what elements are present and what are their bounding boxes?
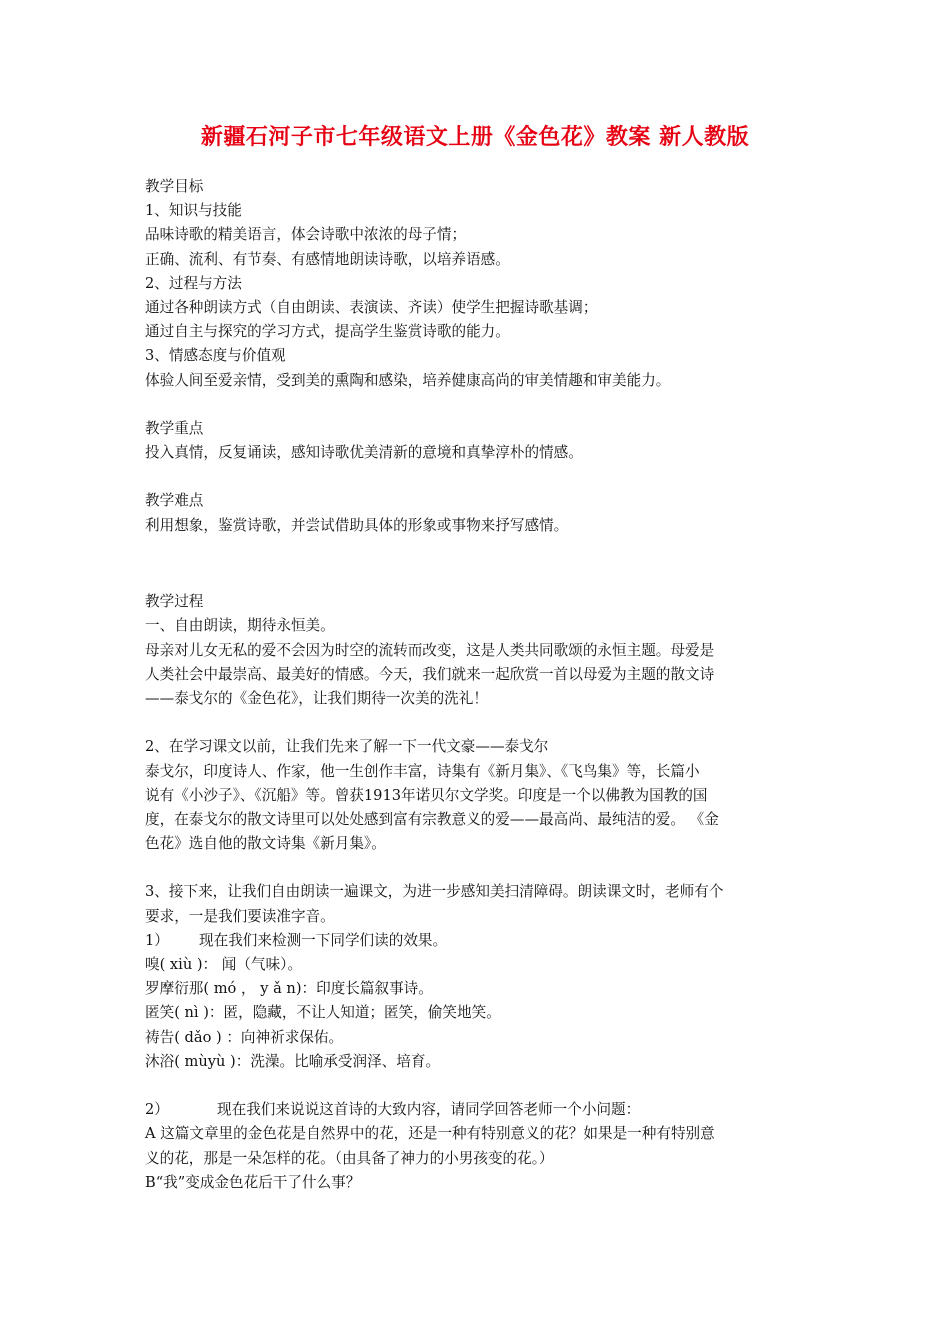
vocab-item-1: 嗅( xiù )： 闻（气味）。 [145, 956, 303, 974]
question-2-number: 2） [145, 1101, 169, 1119]
process-step-1-para-line-2: 人类社会中最崇高、最美好的情感。今天，我们就来一起欣赏一首以母爱为主题的散文诗 [145, 665, 715, 683]
question-b: B“我”变成金色花后干了什么事？ [145, 1173, 361, 1191]
spacer [145, 856, 810, 880]
difficulties-text: 利用想象，鉴赏诗歌，并尝试借助具体的形象或事物来抒写感情。 [145, 516, 569, 534]
question-a-line-1: A 这篇文章里的金色花是自然界中的花，还是一种有特别意义的花？如果是一种有特别意 [145, 1125, 715, 1143]
vocab-item-2: 罗摩衍那( mó ， y ǎ n)：印度长篇叙事诗。 [145, 980, 433, 998]
question-1-number: 1） [145, 931, 169, 949]
key-points-heading: 教学重点 [145, 419, 204, 437]
question-2 [145, 1098, 810, 1122]
process-step-1: 一、自由朗读，期待永恒美。 [145, 617, 335, 635]
question-a-line-2: 义的花，那是一朵怎样的花。（由具备了神力的小男孩变的花。） [145, 1149, 554, 1167]
spacer [145, 1074, 810, 1098]
process-step-3-line-1: 3、接下来，让我们自由朗读一遍课文，为进一步感知美扫清障碍。朗读课文时，老师有个 [145, 883, 724, 901]
spacer [145, 465, 810, 489]
process-step-1-para-line-3: ——泰戈尔的《金色花》，让我们期待一次美的洗礼！ [145, 689, 488, 707]
spacer [145, 538, 810, 586]
objective-2-line-2: 通过自主与探究的学习方式，提高学生鉴赏诗歌的能力。 [145, 323, 510, 341]
objective-2-line-1: 通过各种朗读方式（自由朗读、表演读、齐读）使学生把握诗歌基调； [145, 298, 598, 316]
key-points-text: 投入真情，反复诵读，感知诗歌优美清新的意境和真挚淳朴的情感。 [145, 444, 583, 462]
question-1-text: 现在我们来检测一下同学们读的效果。 [199, 931, 448, 949]
objective-1-line-2: 正确、流利、有节奏、有感情地朗读诗歌，以培养语感。 [145, 250, 510, 268]
objectives-heading: 教学目标 [145, 178, 204, 195]
process-step-2-para-line-2: 说有《小沙子》、《沉船》等。曾获1913年诺贝尔文学奖。印度是一个以佛教为国教的国 [145, 786, 708, 804]
question-1 [145, 929, 810, 953]
process-step-2-para-line-1: 泰戈尔，印度诗人、作家，他一生创作丰富，诗集有《新月集》、《飞鸟集》等，长篇小 [145, 762, 700, 780]
spacer [145, 711, 810, 735]
process-step-1-para-line-1: 母亲对儿女无私的爱不会因为时空的流转而改变，这是人类共同歌颂的永恒主题。母爱是 [145, 641, 715, 659]
vocab-item-3: 匿笑( nì )：匿，隐藏，不让人知道；匿笑，偷笑地笑。 [145, 1004, 501, 1022]
question-2-text: 现在我们来说说这首诗的大致内容，请同学回答老师一个小问题： [217, 1101, 641, 1119]
objective-3-heading: 3、情感态度与价值观 [145, 347, 286, 365]
document-title: 新疆石河子市七年级语文上册《金色花》教案 新人教版 [200, 124, 750, 150]
document-body [145, 175, 810, 1195]
process-heading: 教学过程 [145, 593, 204, 611]
spacer [145, 393, 810, 417]
vocab-item-5: 沐浴( mùyù )：洗澡。比喻承受润泽、培育。 [145, 1052, 441, 1070]
process-step-2-para-line-4: 色花》选自他的散文诗集《新月集》。 [145, 835, 386, 853]
objective-2-heading: 2、过程与方法 [145, 274, 242, 292]
process-step-3-line-2: 要求，一是我们要读准字音。 [145, 907, 335, 925]
process-step-2-para-line-3: 度，在泰戈尔的散文诗里可以处处感到富有宗教意义的爱——最高尚、最纯洁的爱。 《金 [145, 810, 719, 828]
vocab-item-4: 祷告( dǎo ) ：向神祈求保佑。 [145, 1028, 344, 1046]
difficulties-heading: 教学难点 [145, 492, 204, 510]
process-step-2: 2、在学习课文以前，让我们先来了解一下一代文豪——泰戈尔 [145, 738, 549, 756]
objective-1-line-1: 品味诗歌的精美语言，体会诗歌中浓浓的母子情； [145, 226, 467, 244]
objective-3-line-1: 体验人间至爱亲情，受到美的熏陶和感染，培养健康高尚的审美情趣和审美能力。 [145, 371, 671, 389]
objective-1-heading: 1、知识与技能 [145, 202, 242, 220]
